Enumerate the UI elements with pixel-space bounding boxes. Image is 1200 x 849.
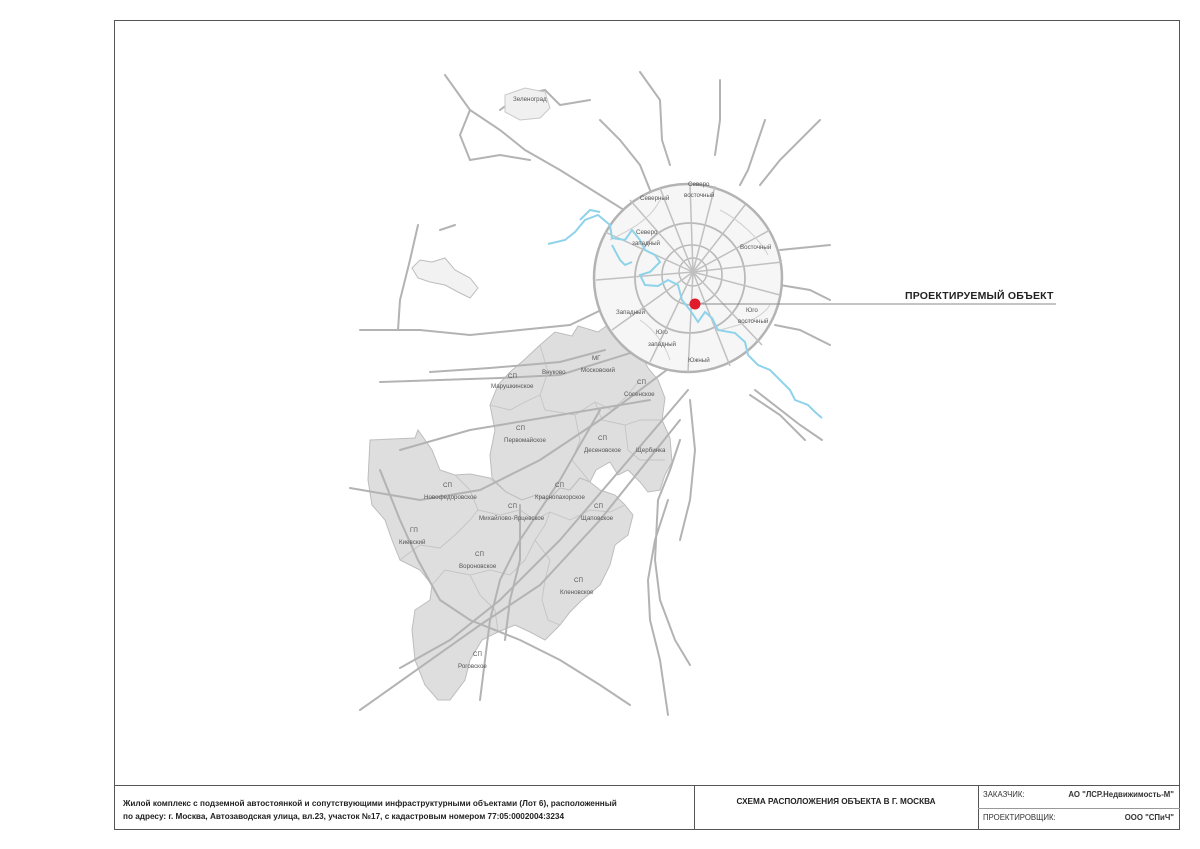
project-description-line-2: по адресу: г. Москва, Автозаводская улица, вл.23, участок №17, с кадастровым номером 77:05:0002004:3234	[123, 812, 565, 821]
detached-territory	[412, 258, 478, 298]
label-vostochny: Восточный	[740, 244, 772, 251]
label-severo-vostochny-2: восточный	[684, 192, 715, 199]
label-shchapovskoe-2: Щаповское	[581, 515, 614, 522]
label-krasnopakhorskoe-2: Краснопахорское	[535, 494, 585, 501]
label-marushkinskoe-2: Марушкинское	[491, 383, 534, 390]
label-mikhaylovo-1: СП	[508, 503, 517, 510]
label-severny: Северный	[640, 195, 670, 202]
label-klenovskoe-2: Кленовское	[560, 589, 594, 596]
label-yugo-zapadny-2: западный	[648, 341, 677, 348]
label-krasnopakhorskoe-1: СП	[555, 482, 564, 489]
label-klenovskoe-1: СП	[574, 577, 583, 584]
scheme-title: СХЕМА РАСПОЛОЖЕНИЯ ОБЪЕКТА В Г. МОСКВА	[736, 797, 936, 806]
label-severo-vostochny-1: Северо	[688, 181, 710, 188]
customer-row	[983, 790, 1174, 802]
label-sosenskoe-2: Сосенское	[624, 391, 655, 398]
label-vnukovo: Внуково	[542, 369, 566, 376]
label-novofedorovskoe-1: СП	[443, 482, 452, 489]
label-severo-zapadny-1: Северо	[636, 229, 658, 236]
designer-row	[983, 813, 1174, 825]
label-rogovskoe-2: Роговское	[458, 663, 487, 670]
parties-divider	[978, 808, 1180, 809]
title-block-scheme-cell	[694, 786, 979, 830]
project-object-marker[interactable]	[690, 299, 701, 310]
customer-value: АО "ЛСР.Недвижимость-М"	[1068, 790, 1174, 799]
moscow-city	[594, 184, 782, 372]
zelenograd-area	[505, 88, 550, 120]
title-block-parties-cell	[978, 786, 1180, 830]
project-object-label: ПРОЕКТИРУЕМЫЙ ОБЪЕКТ	[905, 290, 1054, 302]
label-yugo-vostochny-1: Юго	[746, 307, 758, 314]
label-mikhaylovo-2: Михайлово-Ярцевское	[479, 515, 545, 522]
label-severo-zapadny-2: западный	[632, 240, 661, 247]
title-block	[114, 785, 1180, 830]
designer-value: ООО "СПиЧ"	[1124, 813, 1174, 822]
label-shcherbinka: Щербинка	[636, 447, 666, 454]
label-moskovsky-2: Московский	[581, 367, 615, 374]
label-voronovskoe-2: Вороновское	[459, 563, 497, 570]
label-zelenograd: Зеленоград	[513, 96, 547, 103]
label-kievsky-2: Киевский	[399, 539, 426, 546]
label-yuzhny: Южный	[688, 357, 710, 364]
title-block-description-cell	[114, 786, 695, 830]
label-novofedorovskoe-2: Новофедоровское	[424, 494, 477, 501]
customer-key: ЗАКАЗЧИК:	[983, 790, 1025, 799]
label-shchapovskoe-1: СП	[594, 503, 603, 510]
project-description-line-1: Жилой комплекс с подземной автостоянкой и сопутствующими инфраструктурными объектами (Лот 6), расположенный	[123, 799, 617, 808]
label-pervomayskoe-1: СП	[516, 425, 525, 432]
label-moskovsky-1: МГ	[592, 355, 601, 362]
label-voronovskoe-1: СП	[475, 551, 484, 558]
label-marushkinskoe-1: СП	[508, 373, 517, 380]
label-pervomayskoe-2: Первомайское	[504, 437, 546, 444]
project-description	[123, 797, 617, 823]
label-yugo-zapadny-1: Юго	[656, 329, 668, 336]
label-desenovskoe-2: Десеновское	[584, 447, 621, 454]
label-desenovskoe-1: СП	[598, 435, 607, 442]
label-rogovskoe-1: СП	[473, 651, 482, 658]
label-zapadny: Западный	[616, 309, 645, 316]
label-sosenskoe-1: СП	[637, 379, 646, 386]
designer-key: ПРОЕКТИРОВЩИК:	[983, 813, 1056, 822]
label-kievsky-1: ГП	[410, 527, 418, 534]
label-yugo-vostochny-2: восточный	[738, 318, 769, 325]
